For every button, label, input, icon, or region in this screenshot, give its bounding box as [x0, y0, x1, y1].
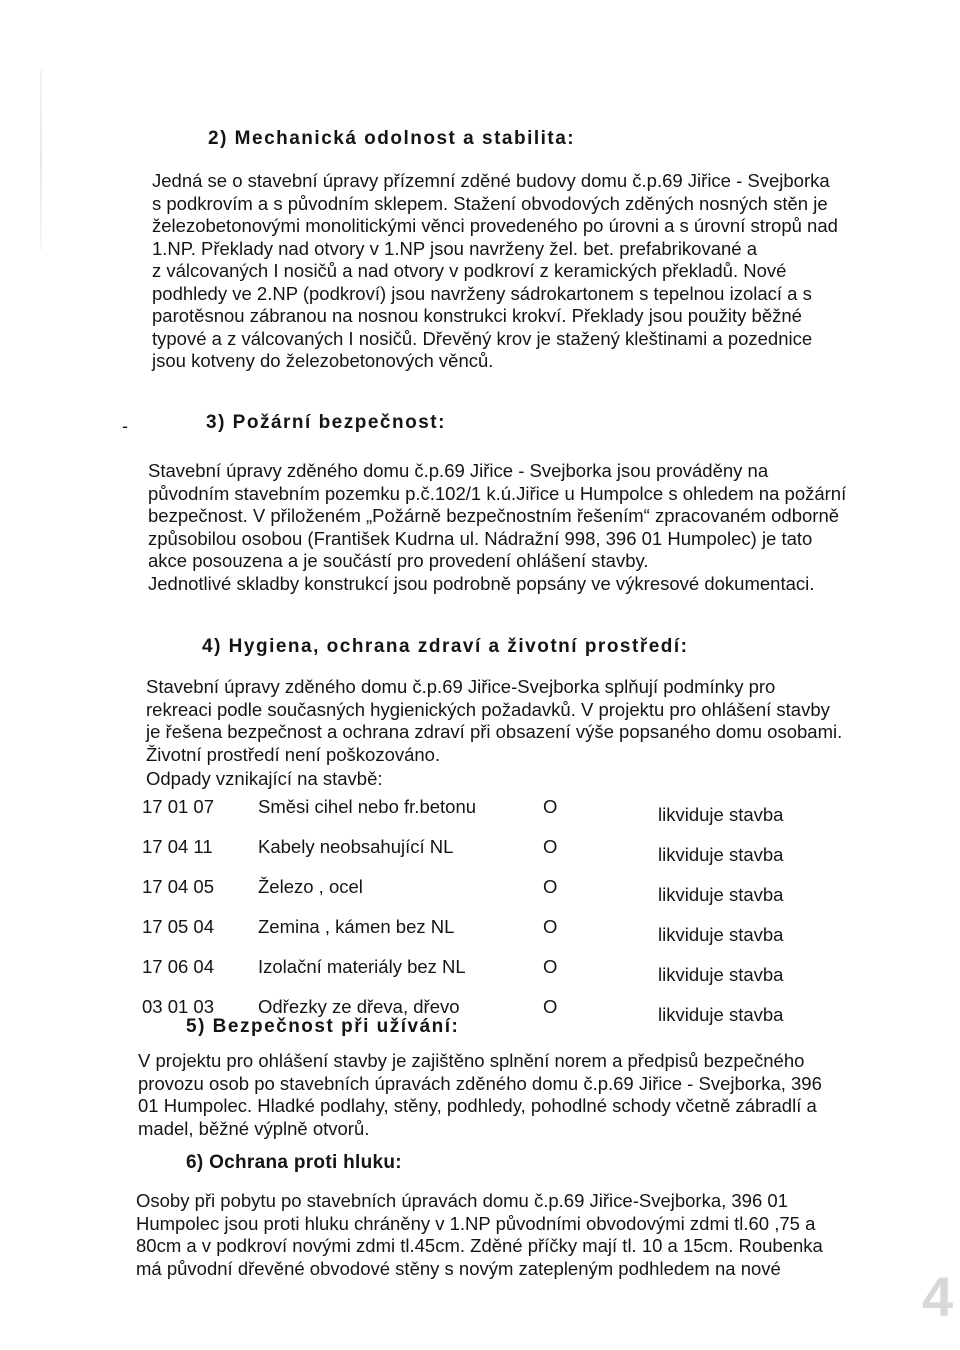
- section-2-heading: 2) Mechanická odolnost a stabilita:: [208, 128, 576, 149]
- text-line: parotěsnou zábranou na nosnou konstrukci krokví. Překlady jsou použity běžné: [152, 305, 802, 326]
- waste-action: likviduje stavba: [658, 1004, 784, 1025]
- section-3-text: [148, 460, 880, 595]
- waste-description: Izolační materiály bez NL: [258, 956, 466, 977]
- waste-description: Kabely neobsahující NL: [258, 836, 454, 857]
- text-line: Jedná se o stavební úpravy přízemní zděné budovy domu č.p.69 Jiřice - Svejborka: [152, 170, 830, 191]
- text-line: V projektu pro ohlášení stavby je zajištěno splnění norem a předpisů bezpečného: [138, 1050, 805, 1071]
- text-line: z válcovaných I nosičů a nad otvory v podkroví z keramických překladů. Nové: [152, 260, 787, 281]
- section-5-text: [138, 1050, 870, 1140]
- section-6-heading: 6) Ochrana proti hluku:: [186, 1152, 402, 1173]
- text-line: Jednotlivé skladby konstrukcí jsou podrobně popsány ve výkresové dokumentaci.: [148, 572, 815, 594]
- waste-category: O: [543, 876, 558, 897]
- table-row: [142, 916, 898, 956]
- section-2-text: [152, 170, 880, 373]
- waste-code: 03 01 03: [142, 996, 215, 1017]
- waste-code: 17 06 04: [142, 956, 215, 977]
- waste-description: Zemina , kámen bez NL: [258, 916, 455, 937]
- text-line: je řešena bezpečnost a ochrana zdraví při obsazení výše popsaného domu osobami.: [146, 721, 843, 742]
- section-4-text: [146, 676, 880, 766]
- waste-category: O: [543, 916, 558, 937]
- text-line: Humpolec jsou proti hluku chráněny v 1.NP původními obvodovými zdmi tl.60 ,75 a: [136, 1212, 816, 1234]
- text-line: způsobilou osobou (František Kudrna ul. Nádražní 998, 396 01 Humpolec) je tato: [148, 527, 813, 549]
- text-line: podhledy ve 2.NP (podkroví) jsou navrženy sádrokartonem s tepelnou izolací a s: [152, 282, 812, 304]
- waste-description: Železo , ocel: [258, 876, 363, 897]
- table-row: [142, 836, 898, 876]
- page-number-mark: 4: [922, 1265, 954, 1328]
- section-4-heading: 4) Hygiena, ochrana zdraví a životní prostředí:: [202, 636, 689, 657]
- text-line: má původní dřevěné obvodové stěny s novým zatepleným podhledem na nové: [136, 1257, 781, 1279]
- waste-category: O: [543, 996, 558, 1017]
- table-row: [142, 796, 898, 836]
- text-line: Životní prostředí není poškozováno.: [146, 743, 441, 765]
- waste-category: O: [543, 836, 558, 857]
- waste-description: Odřezky ze dřeva, dřevo: [258, 996, 460, 1017]
- text-line: provozu osob po stavebních úpravách zděného domu č.p.69 Jiřice - Svejborka, 396: [138, 1072, 822, 1094]
- text-line: bezpečnost. V přiloženém „Požárně bezpečnostním řešením“ zpracovaném odborně: [148, 505, 840, 526]
- text-line: s podkrovím a s původním sklepem. Stažení obvodových zděných nosných stěn je: [152, 192, 828, 214]
- waste-action: likviduje stavba: [658, 884, 784, 905]
- table-row: [142, 876, 898, 916]
- waste-code: 17 01 07: [142, 796, 215, 817]
- section-6-text: [136, 1190, 870, 1280]
- text-line: 1.NP. Překlady nad otvory v 1.NP jsou navrženy žel. bet. prefabrikované a: [152, 237, 758, 259]
- waste-intro: Odpady vznikající na stavbě:: [146, 768, 383, 789]
- waste-code: 17 04 05: [142, 876, 215, 897]
- waste-action: likviduje stavba: [658, 804, 784, 825]
- waste-category: O: [543, 956, 558, 977]
- text-line: Osoby při pobytu po stavebních úpravách domu č.p.69 Jiřice-Svejborka, 396 01: [136, 1190, 788, 1211]
- waste-action: likviduje stavba: [658, 924, 784, 945]
- waste-code: 17 05 04: [142, 916, 215, 937]
- section-3-bullet: -: [122, 416, 128, 436]
- waste-action: likviduje stavba: [658, 844, 784, 865]
- waste-category: O: [543, 796, 558, 817]
- text-line: madel, běžné výplně otvorů.: [138, 1117, 370, 1139]
- text-line: rekreaci podle současných hygienických požadavků. V projektu pro ohlášení stavby: [146, 698, 830, 720]
- waste-action: likviduje stavba: [658, 964, 784, 985]
- text-line: typové a z válcovaných I nosičů. Dřevěný krov je stažený kleštinami a pozednice: [152, 327, 813, 349]
- text-line: Stavební úpravy zděného domu č.p.69 Jiřice-Svejborka splňují podmínky pro: [146, 676, 776, 697]
- text-line: akce posouzena a je součástí pro provedení ohlášení stavby.: [148, 550, 649, 571]
- section-5-heading: 5) Bezpečnost při užívání:: [186, 1016, 460, 1037]
- section-3-heading: 3) Požární bezpečnost:: [206, 412, 446, 433]
- text-line: původním stavebním pozemku p.č.102/1 k.ú.Jiřice u Humpolce s ohledem na požární: [148, 482, 847, 504]
- waste-table: [142, 796, 898, 1036]
- text-line: 80cm a v podkroví novými zdmi tl.45cm. Zděné příčky mají tl. 10 a 15cm. Roubenka: [136, 1235, 823, 1256]
- waste-code: 17 04 11: [142, 836, 213, 857]
- table-row: [142, 956, 898, 996]
- text-line: 01 Humpolec. Hladké podlahy, stěny, podhledy, pohodlné schody včetně zábradlí a: [138, 1095, 817, 1116]
- text-line: Stavební úpravy zděného domu č.p.69 Jiřice - Svejborka jsou prováděny na: [148, 460, 769, 481]
- scan-edge-shadow: [40, 70, 42, 250]
- text-line: železobetonovými monolitickými věnci provedeného po úrovni a s úrovní stropů nad: [152, 215, 838, 236]
- text-line: jsou kotveny do železobetonových věnců.: [152, 350, 494, 371]
- waste-description: Směsi cihel nebo fr.betonu: [258, 796, 477, 817]
